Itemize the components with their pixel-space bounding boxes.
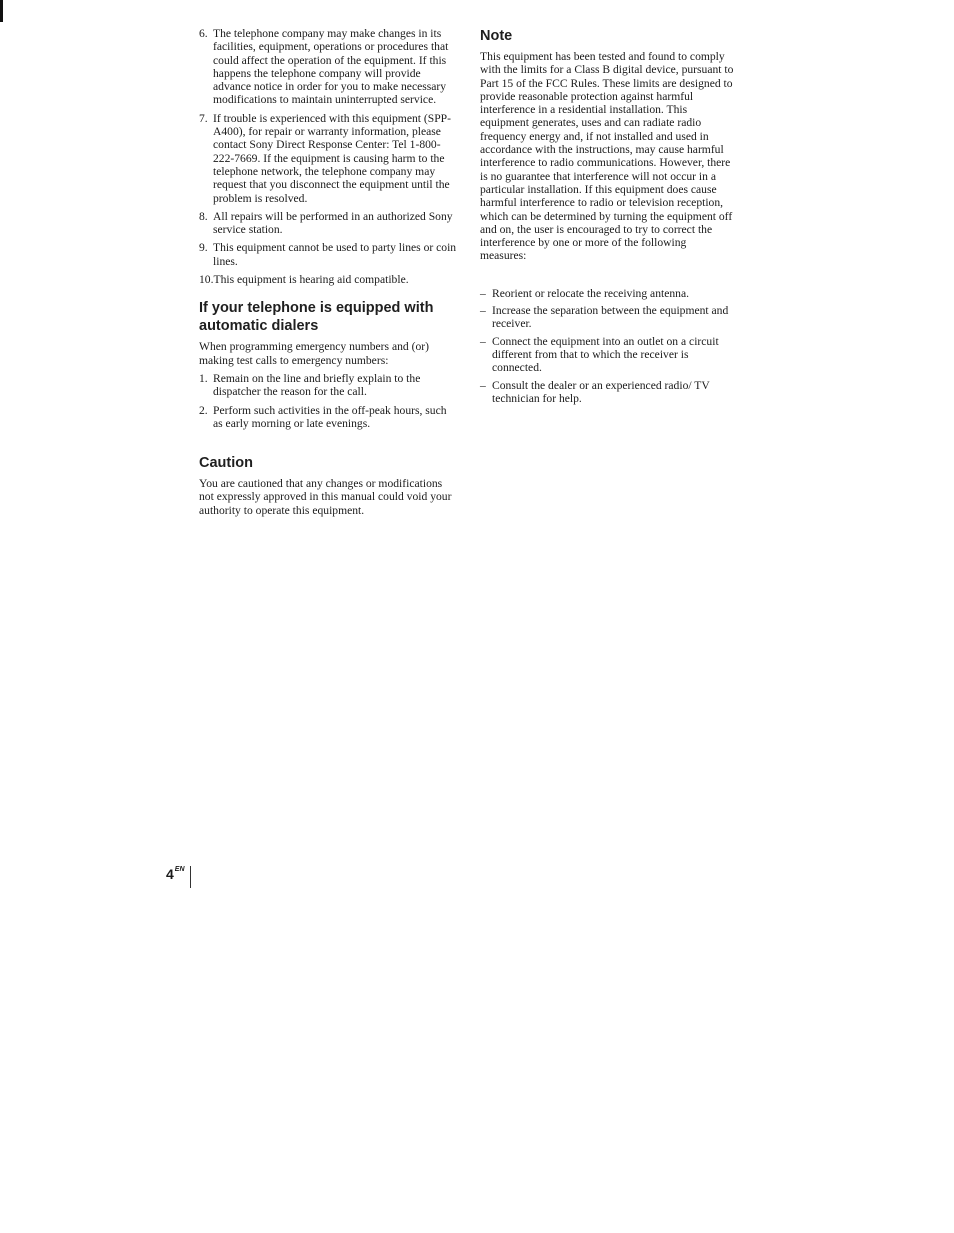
item-text: Consult the dealer or an experienced radio/ TV technician for help. bbox=[492, 378, 710, 405]
dash-marker: – bbox=[480, 286, 486, 300]
caution-text: You are cautioned that any changes or modifications not expressly approved in this manual could void your authority to operate this equipment. bbox=[199, 477, 452, 517]
page-number-divider bbox=[190, 866, 191, 888]
item-text: Reorient or relocate the receiving antenna. bbox=[492, 286, 689, 300]
dash-marker: – bbox=[480, 304, 486, 318]
list-item bbox=[199, 241, 457, 268]
dialers-list bbox=[199, 372, 457, 430]
item-number: 8. bbox=[199, 209, 208, 223]
measures-list bbox=[480, 287, 735, 405]
item-number: 6. bbox=[199, 27, 208, 40]
item-text: This equipment is hearing aid compatible. bbox=[213, 273, 409, 287]
fcc-requirements-list bbox=[199, 27, 457, 286]
list-item bbox=[480, 335, 735, 375]
dialers-intro: When programming emergency numbers and (or) making test calls to emergency numbers: bbox=[199, 340, 429, 367]
list-item bbox=[199, 210, 457, 237]
list-item bbox=[199, 112, 457, 205]
left-column bbox=[199, 27, 457, 522]
dialers-heading: If your telephone is equipped with automatic dialers bbox=[199, 300, 434, 335]
item-text: All repairs will be performed in an authorized Sony service station. bbox=[213, 209, 453, 237]
page-number bbox=[166, 866, 185, 882]
item-text: Increase the separation between the equipment and receiver. bbox=[492, 304, 729, 331]
note-heading: Note bbox=[480, 28, 513, 44]
page-number-value: 4 bbox=[166, 866, 174, 882]
dash-marker: – bbox=[480, 334, 486, 348]
list-item bbox=[480, 287, 735, 300]
item-text: This equipment cannot be used to party lines or coin lines. bbox=[213, 241, 457, 268]
page-language-suffix: EN bbox=[174, 866, 185, 873]
note-text: This equipment has been tested and found to comply with the limits for a Class B digital device, pursuant to Part 15 of the FCC Rules. These limits are designed to provide reasonable protection against harmful interference in a residential installation. This equipment generates, uses and can radiate radio frequency energy and, if not installed and used in accordance with the instructions, may cause harmful interference to radio communications. However, there is no guarantee that interference will not occur in a particular installation. If this equipment does cause harmful interference to radio or television reception, which can be determined by turning the equipment off and on, the user is encouraged to try to correct the interference by one or more of the following measures: bbox=[480, 50, 734, 263]
dash-marker: – bbox=[480, 378, 486, 392]
item-text: Remain on the line and briefly explain to the dispatcher the reason for the call. bbox=[213, 371, 421, 399]
list-item bbox=[480, 379, 735, 406]
item-text: Connect the equipment into an outlet on a circuit different from that to which the receiver is connected. bbox=[492, 334, 719, 375]
item-number: 9. bbox=[199, 241, 208, 255]
list-item bbox=[199, 404, 457, 431]
list-item bbox=[199, 27, 457, 107]
item-number: 7. bbox=[199, 111, 208, 125]
list-item bbox=[480, 304, 735, 331]
item-text: The telephone company may make changes in its facilities, equipment, operations or procedures that could affect the operation of the equipment. If this happens the telephone company will provide advance notice in order for you to make necessary modifications to maintain uninterrupted service. bbox=[213, 27, 449, 107]
right-column bbox=[480, 27, 735, 409]
item-number: 1. bbox=[199, 371, 208, 385]
caution-heading: Caution bbox=[199, 455, 253, 472]
scan-edge-mark bbox=[0, 0, 3, 22]
list-item bbox=[199, 372, 457, 399]
item-text: Perform such activities in the off-peak hours, such as early morning or late evenings. bbox=[213, 403, 447, 430]
list-item bbox=[199, 273, 457, 286]
item-number: 2. bbox=[199, 403, 208, 417]
item-text: If trouble is experienced with this equipment (SPP-A400), for repair or warranty information, please contact Sony Direct Response Center: Tel 1-800-222-7669. If the equipment is causing harm to the telephone network, the telephone company may request that you disconnect the equipment until the problem is resolved. bbox=[213, 111, 451, 205]
item-number: 10. bbox=[199, 273, 214, 287]
